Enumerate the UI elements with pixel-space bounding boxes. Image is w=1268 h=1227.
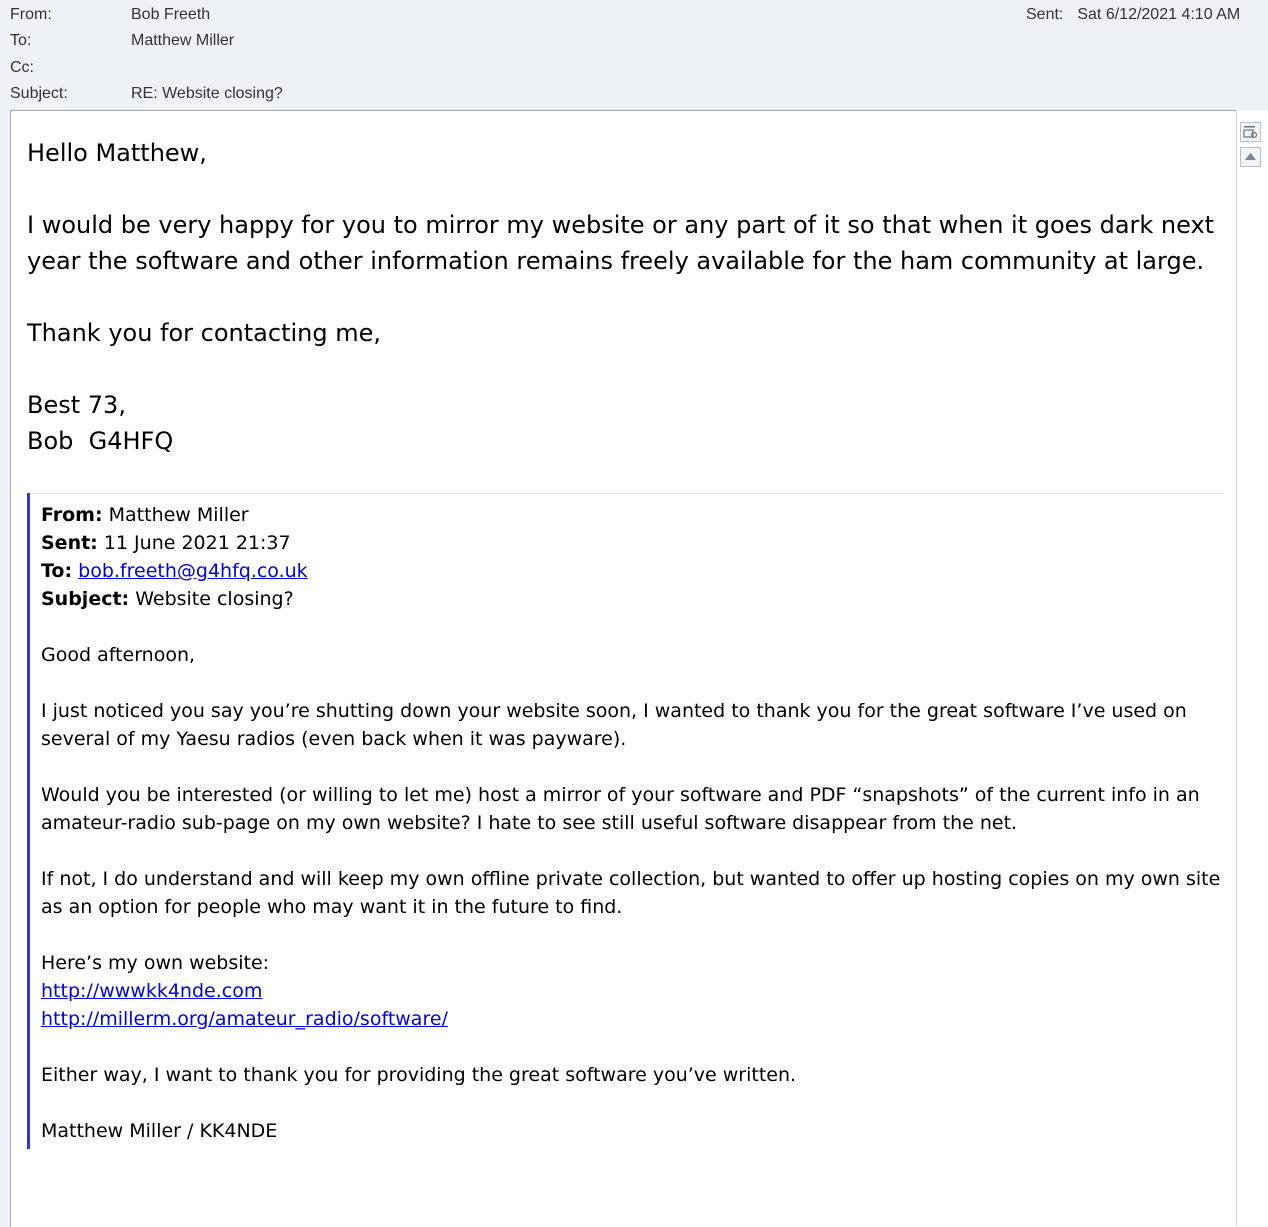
quoted-sent-value: 11 June 2021 21:37 bbox=[103, 532, 291, 554]
reply-thanks: Thank you for contacting me, bbox=[27, 319, 381, 347]
website-link-1[interactable]: http://wwwkk4nde.com bbox=[41, 980, 263, 1002]
reply-signoff: Best 73, bbox=[27, 391, 126, 419]
to-value[interactable]: Matthew Miller bbox=[131, 32, 235, 49]
quoted-from-value: Matthew Miller bbox=[108, 504, 249, 526]
sent-value: Sat 6/12/2021 4:10 AM bbox=[1077, 6, 1241, 23]
quoted-subject-label: Subject: bbox=[41, 588, 130, 610]
quoted-sent bbox=[41, 529, 291, 557]
quoted-subject bbox=[41, 585, 294, 613]
quoted-closing: Either way, I want to thank you for providing the great software you’ve written. bbox=[41, 1064, 797, 1086]
from-value[interactable]: Bob Freeth bbox=[131, 6, 211, 23]
vertical-scrollbar[interactable] bbox=[1236, 110, 1268, 1226]
cc-label: Cc: bbox=[10, 59, 34, 76]
subject-value: RE: Website closing? bbox=[131, 85, 283, 102]
sent-label: Sent: bbox=[1026, 6, 1064, 23]
reply-greeting: Hello Matthew, bbox=[27, 139, 207, 167]
quoted-to-email-link[interactable]: bob.freeth@g4hfq.co.uk bbox=[78, 560, 308, 582]
subject-label: Subject: bbox=[10, 85, 68, 102]
reply-paragraph: I would be very happy for you to mirror my website or any part of it so that when it goes dark next year the software and other information remains freely available for the ham community at large. bbox=[27, 211, 1222, 275]
message-body[interactable] bbox=[10, 110, 1237, 1227]
quoted-to bbox=[41, 557, 308, 585]
quoted-from-label: From: bbox=[41, 504, 103, 526]
from-label: From: bbox=[10, 6, 52, 23]
quoted-message bbox=[27, 493, 1224, 1149]
message-options-icon[interactable] bbox=[1240, 122, 1261, 142]
reply-signature: Bob G4HFQ bbox=[27, 427, 174, 455]
quoted-greeting: Good afternoon, bbox=[41, 644, 196, 666]
to-label: To: bbox=[10, 32, 32, 49]
quoted-subject-value: Website closing? bbox=[135, 588, 294, 610]
quoted-sent-label: Sent: bbox=[41, 532, 98, 554]
quoted-paragraph-1: I just noticed you say you’re shutting down your website soon, I wanted to thank you for the great software I’ve used on several of my Yaesu radios (even back when it was payware). bbox=[41, 700, 1187, 750]
quoted-to-label: To: bbox=[41, 560, 73, 582]
quoted-from bbox=[41, 501, 249, 529]
sent-row bbox=[1026, 6, 1240, 24]
scroll-up-arrow-icon[interactable] bbox=[1240, 147, 1261, 167]
quoted-website-intro: Here’s my own website: bbox=[41, 952, 270, 974]
quoted-paragraph-3: If not, I do understand and will keep my own offline private collection, but wanted to offer up hosting copies on my own site as an option for people who may want it in the future to find. bbox=[41, 868, 1221, 918]
message-header bbox=[0, 0, 1268, 110]
quoted-signature: Matthew Miller / KK4NDE bbox=[41, 1120, 278, 1142]
quoted-paragraph-2: Would you be interested (or willing to let me) host a mirror of your software and PDF “snapshots” of the current info in an amateur-radio sub-page on my own website? I hate to see still useful software disappear from the net. bbox=[41, 784, 1200, 834]
website-link-2[interactable]: http://millerm.org/amateur_radio/software/ bbox=[41, 1008, 448, 1030]
quote-separator bbox=[30, 493, 1224, 494]
